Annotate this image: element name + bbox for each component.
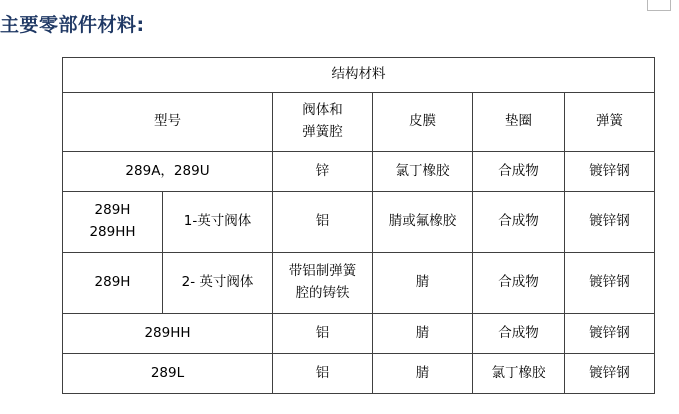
cell-gasket: 氯丁橡胶 <box>473 354 565 394</box>
cell-model-line2: 289HH <box>89 224 136 240</box>
cell-spring: 镀锌钢 <box>565 253 655 314</box>
column-header-body-spring-line2: 弹簧腔 <box>302 124 343 140</box>
cell-body-spring: 铝 <box>273 192 373 253</box>
table-header-row <box>63 93 655 152</box>
cell-diaphragm: 腈 <box>373 253 473 314</box>
materials-table-container <box>62 57 654 394</box>
page-corner-marker <box>647 0 671 11</box>
cell-diaphragm: 腈 <box>373 354 473 394</box>
column-header-model: 型号 <box>63 93 273 152</box>
table-row <box>63 192 655 253</box>
cell-body-spring: 锌 <box>273 152 373 192</box>
table-row <box>63 354 655 394</box>
cell-gasket: 合成物 <box>473 192 565 253</box>
cell-model-line1: 289H <box>94 202 131 219</box>
cell-model-variant: 1-英寸阀体 <box>163 192 273 253</box>
cell-diaphragm: 氯丁橡胶 <box>373 152 473 192</box>
cell-spring: 镀锌钢 <box>565 354 655 394</box>
table-title-cell: 结构材料 <box>63 58 655 93</box>
table-row <box>63 253 655 314</box>
cell-gasket: 合成物 <box>473 314 565 354</box>
cell-diaphragm: 腈或氟橡胶 <box>373 192 473 253</box>
cell-model-variant: 2- 英寸阀体 <box>163 253 273 314</box>
column-header-body-spring <box>273 93 373 152</box>
table-row <box>63 152 655 192</box>
materials-table <box>62 57 655 394</box>
cell-model: 289A，289U <box>63 152 273 192</box>
cell-gasket: 合成物 <box>473 152 565 192</box>
cell-model: 289HH <box>63 314 273 354</box>
column-header-gasket: 垫圈 <box>473 93 565 152</box>
cell-spring: 镀锌钢 <box>565 314 655 354</box>
table-title-row <box>63 58 655 93</box>
cell-body-spring: 铝 <box>273 354 373 394</box>
cell-spring: 镀锌钢 <box>565 192 655 253</box>
cell-diaphragm: 腈 <box>373 314 473 354</box>
cell-model: 289L <box>63 354 273 394</box>
cell-body-spring: 铝 <box>273 314 373 354</box>
table-row <box>63 314 655 354</box>
cell-body-spring-line1: 带铝制弹簧 <box>288 263 357 280</box>
cell-gasket: 合成物 <box>473 253 565 314</box>
cell-body-spring-line2: 腔的铸铁 <box>295 285 350 301</box>
cell-spring: 镀锌钢 <box>565 152 655 192</box>
column-header-diaphragm: 皮膜 <box>373 93 473 152</box>
page-title: 主要零部件材料: <box>0 14 145 36</box>
cell-model <box>63 192 163 253</box>
cell-body-spring <box>273 253 373 314</box>
cell-model: 289H <box>63 253 163 314</box>
column-header-spring: 弹簧 <box>565 93 655 152</box>
column-header-body-spring-line1: 阀体和 <box>302 102 343 119</box>
